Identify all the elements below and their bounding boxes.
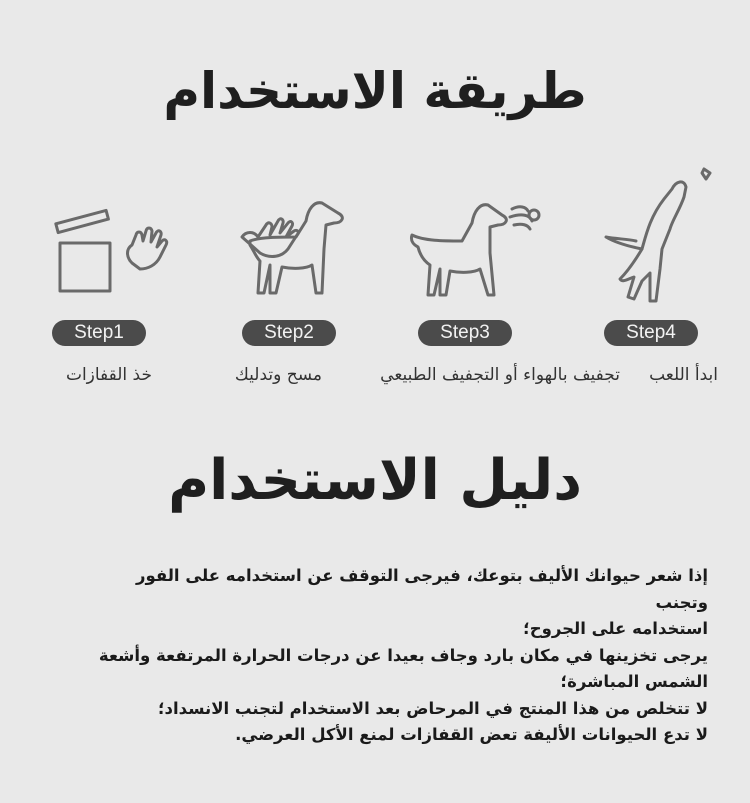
step-4-caption: ابدأ اللعب (649, 365, 718, 385)
guide-list (80, 563, 708, 749)
glove-box-icon (22, 165, 182, 305)
dog-drying-icon (390, 165, 550, 305)
guide-title: دليل الاستخدام (168, 448, 582, 513)
step-4-badge: Step4 (604, 320, 698, 346)
step-2 (210, 165, 370, 395)
step-2-caption: مسح وتدليك (234, 365, 322, 385)
step-4 (576, 165, 736, 395)
guide-line: لا تدع الحيوانات الأليفة تعض القفازات لمنع الأكل العرضي. (235, 725, 708, 744)
step-1-caption: خذ القفازات (65, 365, 152, 385)
guide-line: استخدامه على الجروح؛ (523, 619, 708, 638)
guide-line: يرجى تخزينها في مكان بارد وجاف بعيدا عن درجات الحرارة المرتفعة وأشعة (98, 645, 708, 665)
step-1-badge: Step1 (52, 320, 146, 346)
step-2-badge: Step2 (242, 320, 336, 346)
step-3 (380, 165, 620, 395)
steps-row (0, 165, 750, 395)
usage-title: طريقة الاستخدام (163, 62, 587, 120)
dog-jumping-icon (576, 165, 736, 305)
step-3-badge: Step3 (418, 320, 512, 346)
guide-line: الشمس المباشرة؛ (560, 672, 708, 691)
guide-line: إذا شعر حيوانك الأليف بتوعك، فيرجى التوقف عن استخدامه على الفور وتجنب (136, 566, 708, 612)
guide-line: لا تتخلص من هذا المنتج في المرحاض بعد الاستخدام لتجنب الانسداد؛ (157, 698, 708, 718)
step-1 (22, 165, 182, 395)
dog-petting-icon (210, 165, 370, 305)
step-3-caption: تجفيف بالهواء أو التجفيف الطبيعي (380, 365, 620, 385)
